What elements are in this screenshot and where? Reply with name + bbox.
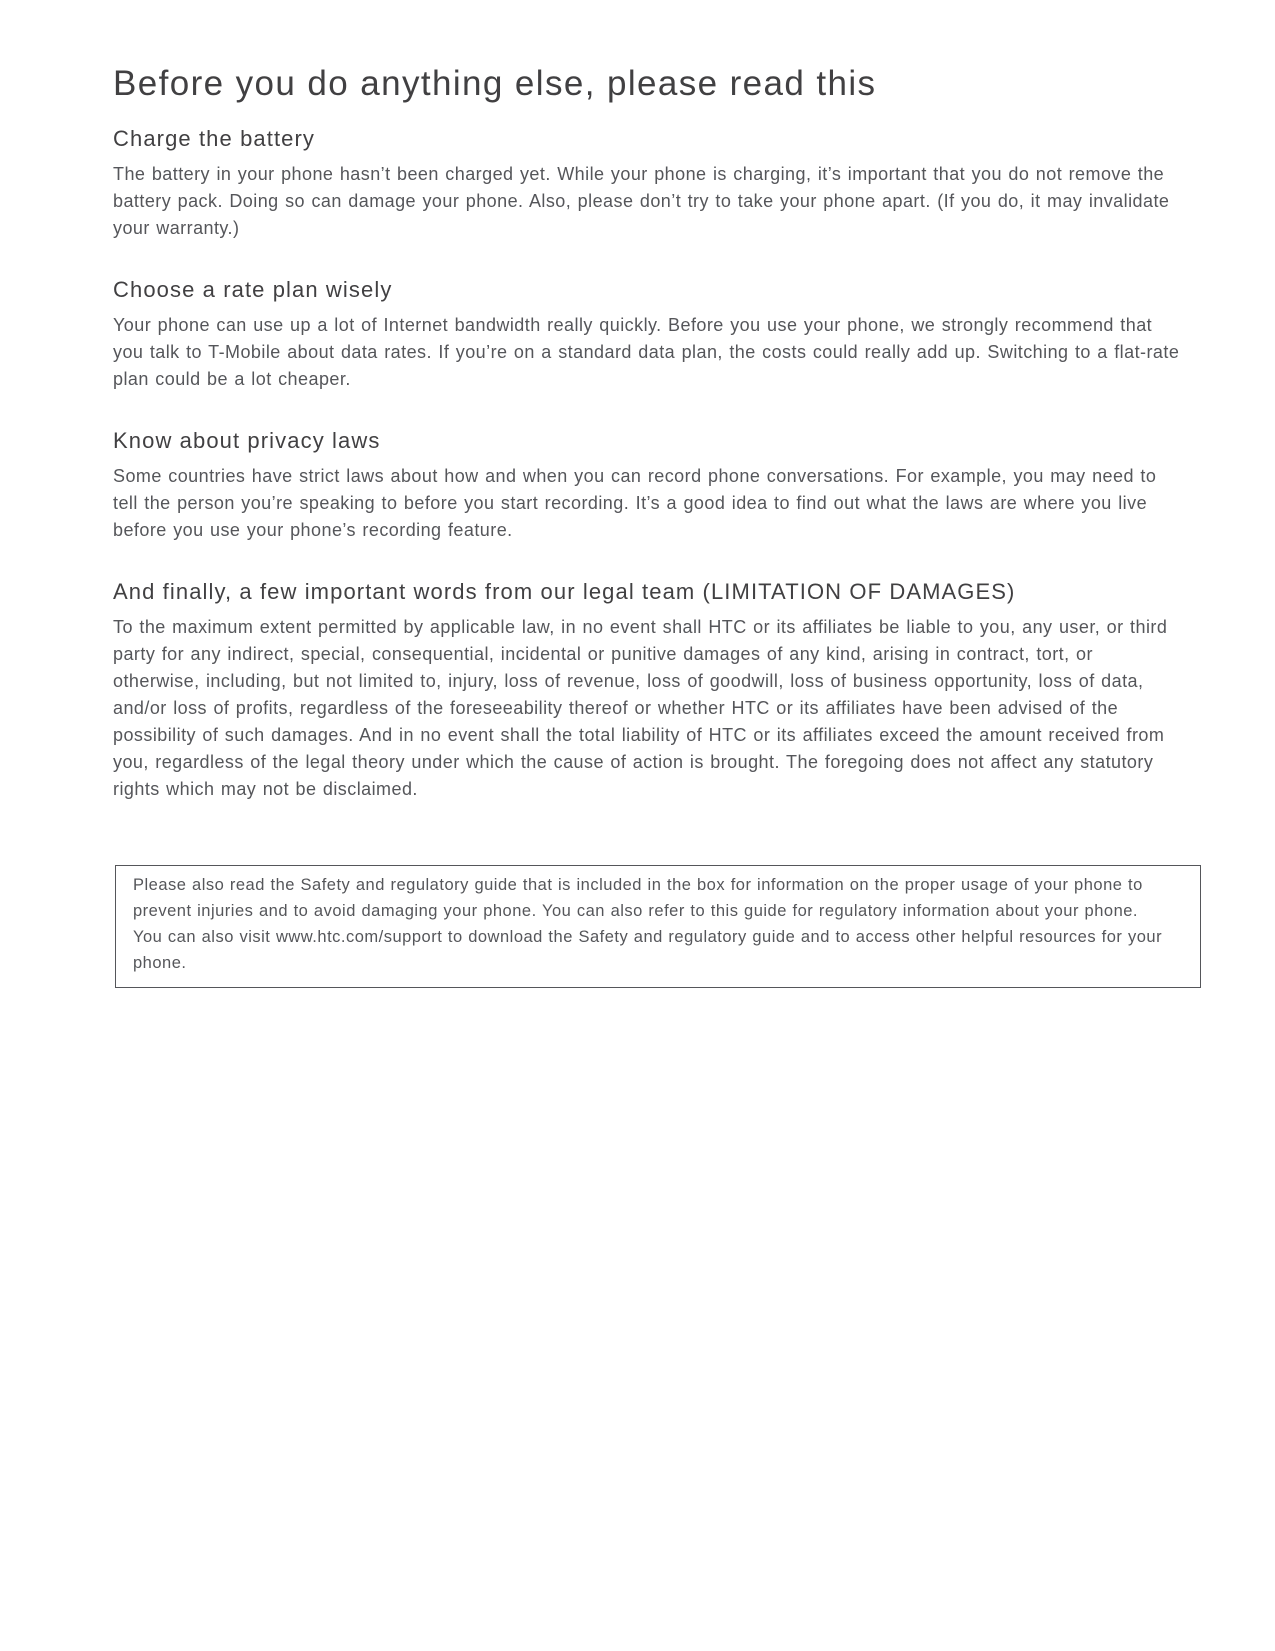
section-heading: Charge the battery — [113, 126, 316, 151]
note-box — [115, 865, 1201, 988]
section-heading: Know about privacy laws — [113, 428, 381, 453]
section-heading: And finally, a few important words from our legal team (LIMITATION OF DAMAGES) — [113, 579, 1016, 604]
section-body: Your phone can use up a lot of Internet bandwidth really quickly. Before you use your phone, we strongly recommend that you talk to T-Mobile about data rates. If you’re on a standard data plan, the costs could really add up. Switching to a flat-rate plan could be a lot cheaper. — [113, 315, 1180, 389]
note-paragraph: Please also read the Safety and regulatory guide that is included in the box for information on the proper usage of your phone to prevent injuries and to avoid damaging your phone. You can also refer to this guide for regulatory information about your phone. — [133, 876, 1143, 920]
page-content — [113, 63, 1185, 988]
section-body: To the maximum extent permitted by applicable law, in no event shall HTC or its affiliates be liable to you, any user, or third party for any indirect, special, consequential, incidental or punitive damages of any kind, arising in contract, tort, or otherwise, including, but not limited to, injury, loss of revenue, loss of goodwill, loss of business opportunity, loss of data, and/or loss of profits, regardless of the foreseeability thereof or whether HTC or its affiliates have been advised of the possibility of such damages. And in no event shall the total liability of HTC or its affiliates exceed the amount received from you, regardless of the legal theory under which the cause of action is brought. The foregoing does not affect any statutory rights which may not be disclaimed. — [113, 617, 1168, 799]
section-body: The battery in your phone hasn’t been charged yet. While your phone is charging, it’s important that you do not remove the battery pack. Doing so can damage your phone. Also, please don’t try to take your phone apart. (If you do, it may invalidate your warranty.) — [113, 164, 1170, 238]
section-heading: Choose a rate plan wisely — [113, 277, 393, 302]
section-charge-battery — [113, 125, 1185, 242]
section-limitation-of-damages — [113, 578, 1185, 803]
section-rate-plan — [113, 276, 1185, 393]
note-paragraph: You can also visit www.htc.com/support to download the Safety and regulatory guide and to access other helpful resources for your phone. — [133, 928, 1163, 972]
page-title: Before you do anything else, please read this — [113, 64, 877, 103]
section-body: Some countries have strict laws about how and when you can record phone conversations. For example, you may need to tell the person you’re speaking to before you start recording. It’s a good idea to find out what the laws are where you live before you use your phone’s recording feature. — [113, 466, 1157, 540]
section-privacy-laws — [113, 427, 1185, 544]
